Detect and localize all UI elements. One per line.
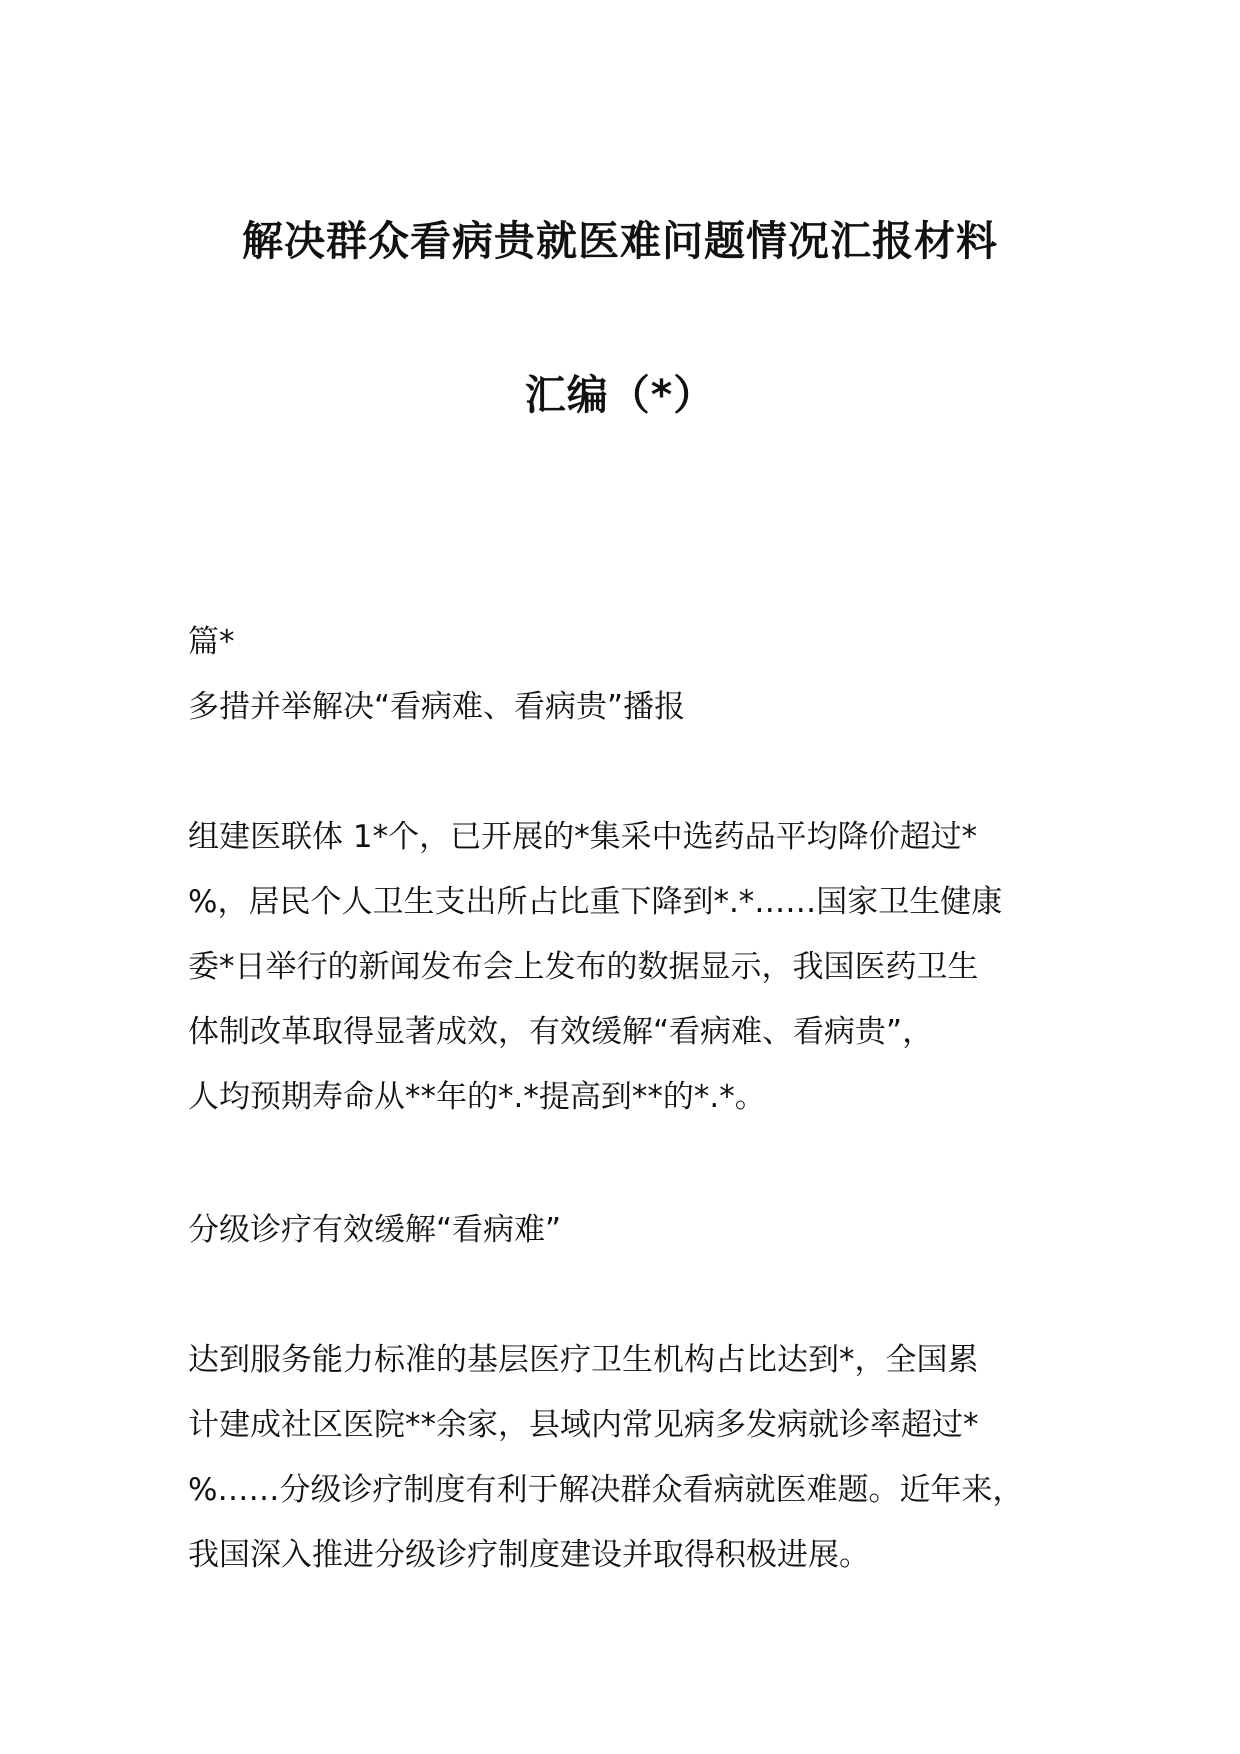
paragraph-line: 委*日举行的新闻发布会上发布的数据显示，我国医药卫生	[188, 949, 979, 985]
document-title-line-2: 汇编（*）	[524, 371, 716, 419]
subheading: 分级诊疗有效缓解“看病难”	[188, 1212, 562, 1248]
section-label: 篇*	[188, 624, 235, 660]
paragraph-line: 我国深入推进分级诊疗制度建设并取得积极进展。	[188, 1537, 870, 1573]
paragraph-line: 达到服务能力标准的基层医疗卫生机构占比达到*，全国累	[188, 1342, 979, 1378]
paragraph-line: %……分级诊疗制度有利于解决群众看病就医难题。近年来，	[188, 1472, 1024, 1508]
paragraph-line: 计建成社区医院**余家，县域内常见病多发病就诊率超过*	[188, 1407, 979, 1443]
paragraph-line: 人均预期寿命从**年的*.*提高到**的*.*。	[188, 1079, 766, 1115]
document-title-line-1: 解决群众看病贵就医难问题情况汇报材料	[242, 217, 998, 265]
paragraph-line: %，居民个人卫生支出所占比重下降到*.*……国家卫生健康	[188, 884, 1003, 920]
paragraph-line: 体制改革取得显著成效，有效缓解“看病难、看病贵”，	[188, 1014, 934, 1050]
paragraph-line: 组建医联体 1*个，已开展的*集采中选药品平均降价超过*	[188, 819, 978, 855]
section-heading: 多措并举解决“看病难、看病贵”播报	[188, 689, 686, 725]
